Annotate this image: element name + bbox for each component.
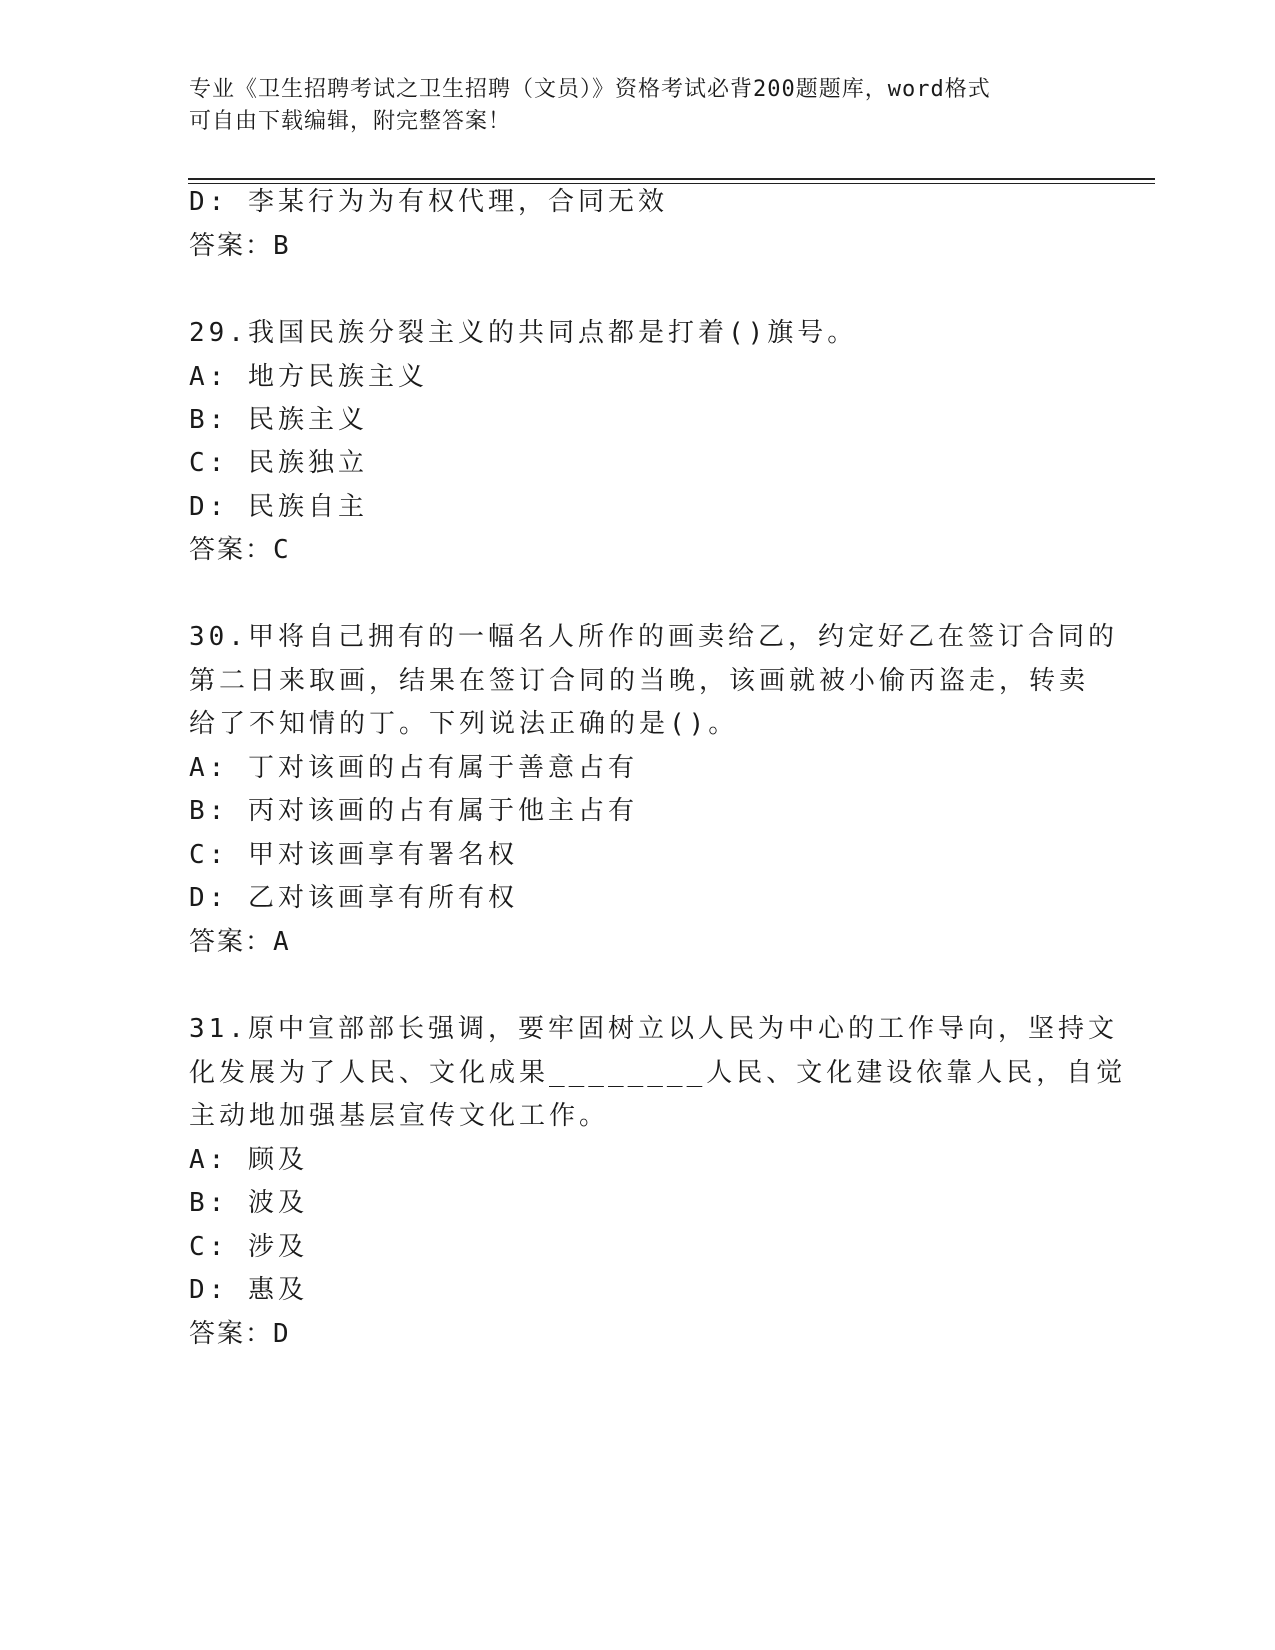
- q29-stem: 29.我国民族分裂主义的共同点都是打着()旗号。: [189, 318, 858, 348]
- q30-option-a: A: 丁对该画的占有属于善意占有: [189, 753, 638, 783]
- q28-answer: 答案：B: [189, 231, 291, 261]
- q31-answer: 答案：D: [189, 1319, 291, 1349]
- q29-option-b: B: 民族主义: [189, 405, 368, 435]
- q28-option-d: D: 李某行为为有权代理，合同无效: [189, 187, 668, 217]
- q31-option-a: A: 顾及: [189, 1145, 308, 1175]
- header-line-2: 可自由下载编辑，附完整答案！: [189, 109, 512, 134]
- document-header: [189, 74, 1089, 138]
- q31-stem-line-2: 化发展为了人民、文化成果________人民、文化建设依靠人民，自觉: [189, 1058, 1127, 1088]
- q30-option-b: B: 丙对该画的占有属于他主占有: [189, 796, 638, 826]
- q31-option-c: C: 涉及: [189, 1232, 308, 1262]
- q31-stem-line-1: 31.原中宣部部长强调，要牢固树立以人民为中心的工作导向，坚持文: [189, 1014, 1118, 1044]
- q31-stem-line-3: 主动地加强基层宣传文化工作。: [189, 1101, 610, 1131]
- header-line-1: 专业《卫生招聘考试之卫生招聘（文员）》资格考试必背200题题库，word格式: [189, 77, 991, 102]
- q31-option-d: D: 惠及: [189, 1275, 308, 1305]
- q30-answer: 答案：A: [189, 927, 291, 957]
- q30-stem-line-3: 给了不知情的丁。下列说法正确的是()。: [189, 709, 739, 739]
- q30-stem-line-2: 第二日来取画，结果在签订合同的当晚，该画就被小偷丙盗走，转卖: [189, 666, 1090, 696]
- q30-stem-line-1: 30.甲将自己拥有的一幅名人所作的画卖给乙，约定好乙在签订合同的: [189, 622, 1118, 652]
- q29-answer: 答案：C: [189, 535, 291, 565]
- q29-option-a: A: 地方民族主义: [189, 362, 428, 392]
- header-divider-thick: [188, 178, 1155, 180]
- q29-option-d: D: 民族自主: [189, 492, 368, 522]
- q29-option-c: C: 民族独立: [189, 448, 368, 478]
- q30-option-c: C: 甲对该画享有署名权: [189, 840, 518, 870]
- header-divider-thin: [188, 183, 1155, 184]
- q31-option-b: B: 波及: [189, 1188, 308, 1218]
- q30-option-d: D: 乙对该画享有所有权: [189, 883, 518, 913]
